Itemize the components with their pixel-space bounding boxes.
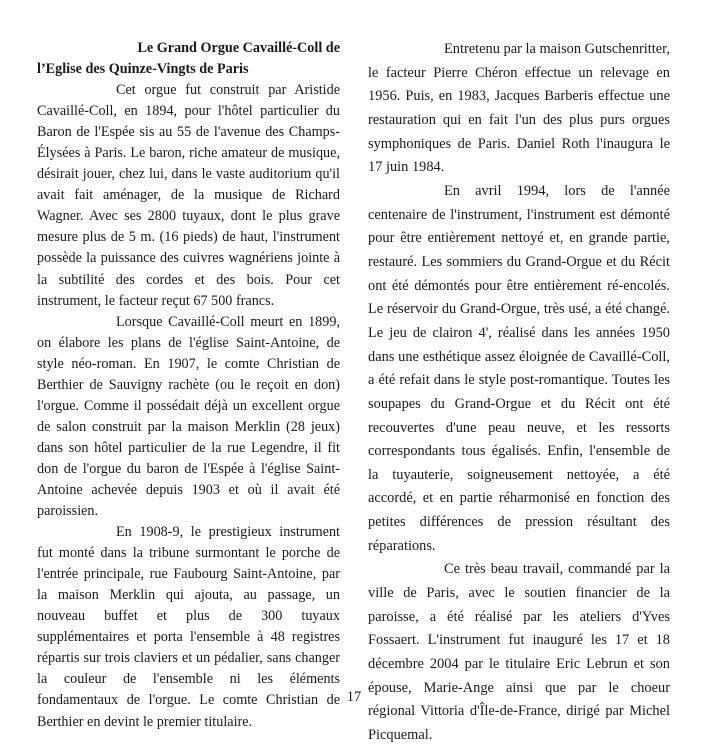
article-title <box>37 38 340 80</box>
paragraph: Ce très beau travail, commandé par la ville de Paris, avec le soutien financier de la paroisse, a été réalisé par les ateliers d'Yves Fossaert. L'instrument fut inauguré les 17 et 18 décembre 2004 par le titulaire Eric Lebrun et son épouse, Marie-Ange ainsi que par le choeur régional Vittoria d'Île-de-France, dirigé par Michel Picquemal. <box>368 561 670 744</box>
article-title-line-2: l’Eglise des Quinze-Vingts de Paris <box>37 61 249 78</box>
paragraph: Cet orgue fut construit par Aristide Cavaillé-Coll, en 1894, pour l'hôtel particulier du Baron de l'Espée sis au 55 de l'avenue des Champs-Élysées à Paris. Le baron, riche amateur de musique, désirait jouer, chez lui, dans le vaste auditorium qu'il avait fait aménager, de la musique de Richard Wagner. Avec ses 2800 tuyaux, dont le plus grave mesure plus de 5 m. (16 pieds) de haut, l'instrument possède la puissance des cuivres wagnériens jointe à la subtilité des cordes et des bois. Pour cet instrument, le facteur reçut 67 500 francs. <box>37 82 340 309</box>
left-column <box>37 38 340 733</box>
paragraph: Entretenu par la maison Gutschenritter, le facteur Pierre Chéron effectue un relevage en 1956. Puis, en 1983, Jacques Barberis effectue une restauration qui en fait l'un des plus purs orgues symphoniques de Paris. Daniel Roth l'inaugura le 17 juin 1984. <box>368 41 670 176</box>
paragraph: En avril 1994, lors de l'année centenaire de l'instrument, l'instrument est démonté pour être entièrement nettoyé et, en grande partie, restauré. Les sommiers du Grand-Orgue et du Récit ont été démontés pour être entièrement ré-encolés. Le réservoir du Grand-Orgue, très usé, a été changé. Le jeu de clairon 4', réalisé dans les années 1950 dans une esthétique assez éloignée de Cavaillé-Coll, a été refait dans le style post-romantique. Toutes les soupapes du Grand-Orgue et du Récit ont été recouvertes d'une peau neuve, et les ressorts correspondants tous égalisés. Enfin, l'ensemble de la tuyauterie, soigneusement nettoyée, a été accordé, et en partie réharmonisé en fonction des petites différences de pression résultant des réparations. <box>368 182 670 554</box>
paragraph: Lorsque Cavaillé-Coll meurt en 1899, on élabore les plans de l'église Saint-Antoine, de style néo-roman. En 1907, le comte Christian de Berthier de Sauvigny rachète (ou le reçoit en don) l'orgue. Comme il possédait déjà un excellent orgue de salon construit par la maison Merklin (28 jeux) dans son hôtel particulier de la rue Legendre, il fit don de l'orgue du baron de l'Espée à l'église Saint-Antoine achevée depuis 1903 et où il avait été paroissien. <box>37 313 340 520</box>
article-title-line-1: Le Grand Orgue Cavaillé-Coll de <box>137 40 340 56</box>
page-number: 17 <box>346 689 362 705</box>
paragraph: En 1908-9, le prestigieux instrument fut monté dans la tribune surmontant le porche de l'entrée principale, rue Faubourg Saint-Antoine, par la maison Merklin qui ajouta, au passage, un nouveau buffet et plus de 300 tuyaux supplémentaires et porta l'ensemble à 48 registres répartis sur trois claviers et un pédalier, sans changer la couleur de l'ensemble ni les éléments fondamentaux de l'orgue. Le comte Christian de Berthier en devint le premier titulaire. <box>37 524 340 730</box>
right-column <box>368 38 670 748</box>
